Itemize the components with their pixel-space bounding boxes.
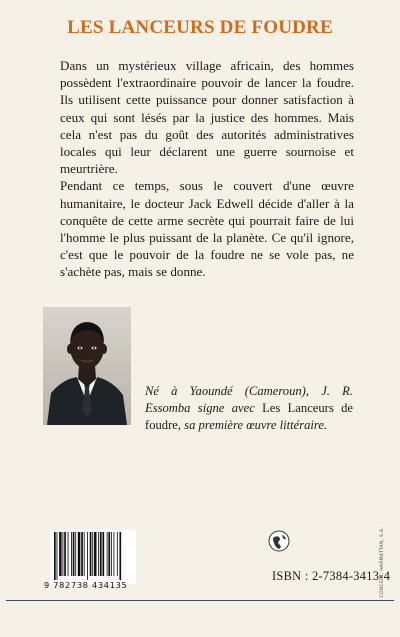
barcode-digits: 9 782738 434135 [44, 580, 128, 590]
barcode-icon [50, 530, 136, 584]
book-title: LES LANCEURS DE FOUDRE [67, 17, 333, 38]
synopsis [60, 57, 354, 281]
globe-icon [268, 530, 290, 552]
author-bio-book-title: Les Lanceurs de foudre [145, 401, 353, 432]
author-bio-text-2: , sa première œuvre littéraire. [177, 418, 328, 432]
bottom-rule [6, 600, 394, 601]
author-bio [145, 383, 353, 434]
isbn: ISBN : 2-7384-3413-4 [272, 569, 391, 583]
author-bio-text-1: Né à Yaoundé (Cameroun), J. R. Essomba signe avec [145, 384, 353, 415]
synopsis-paragraph-1: Dans un mystérieux village africain, des hommes possèdent l'extraordinaire pouvoir de lancer la foudre. Ils utilisent cette puissance pour donner satisfaction à ceux qui sont lésés par la justice des hommes. Mais cela n'est pas du goût des autorités administratives locales qui leur déclarent une guerre sournoise et meurtrière. [60, 58, 354, 177]
cover-design-credit: CONCEPT: HARMATTAN, S.A. [380, 527, 385, 598]
barcode [50, 530, 136, 584]
author-photo-icon [43, 307, 131, 425]
author-portrait [43, 307, 131, 425]
synopsis-paragraph-2: Pendant ce temps, sous le couvert d'une œuvre humanitaire, le docteur Jack Edwell décide d'aller à la conquête de cette arme secrète qui pourrait faire de lui l'homme le plus puissant de la planète. Ce qu'il ignore, c'est que le pouvoir de la foudre ne se vole pas, ne s'achète pas, mais se donne. [60, 178, 354, 280]
